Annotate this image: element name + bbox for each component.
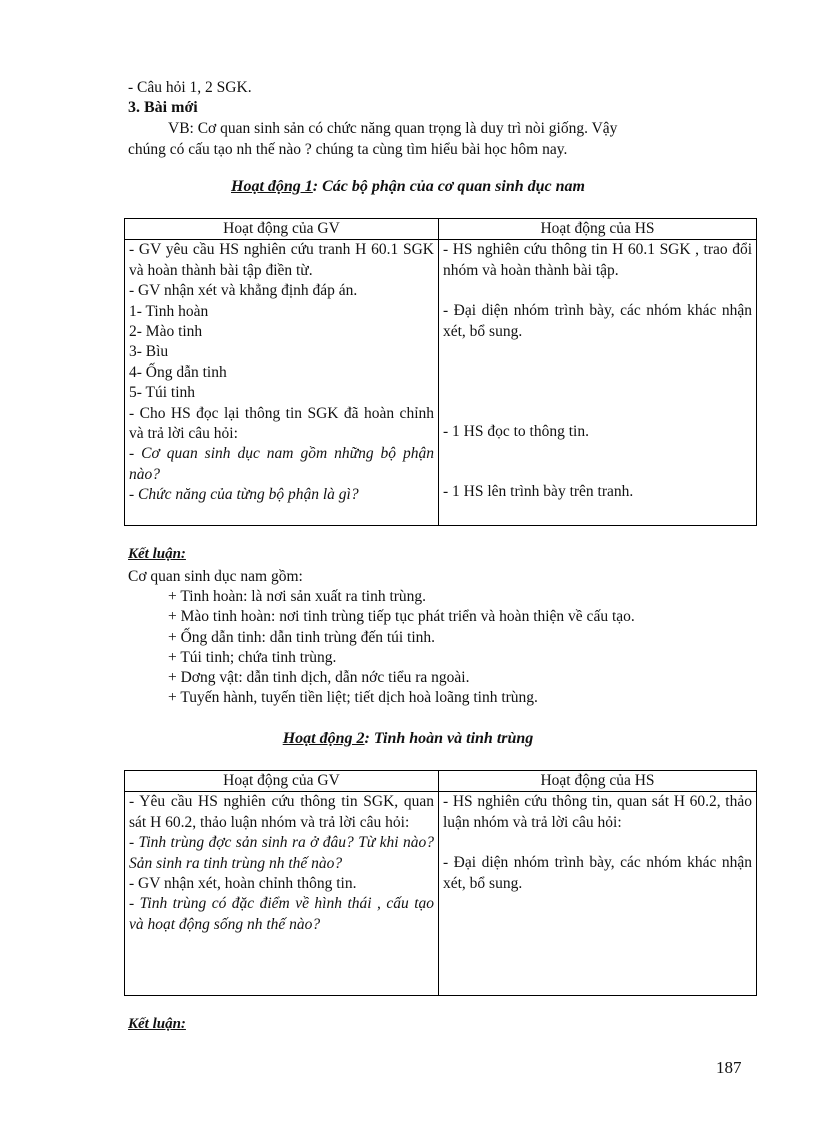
conclusion-point: + Tuyến hành, tuyến tiền liệt; tiết dịch hoà loãng tinh trùng.: [168, 689, 538, 707]
activity1-heading-title: : Các bộ phận của cơ quan sinh dục nam: [312, 178, 585, 195]
activity1-heading-label: Hoạt động 1: [231, 178, 313, 195]
hs-task-1: - HS nghiên cứu thông tin H 60.1 SGK , trao đổi nhóm và hoàn thành bài tập.: [443, 241, 752, 279]
hs-task-4: - 1 HS lên trình bày trên tranh.: [443, 483, 634, 501]
conclusion-point: + Dơng vật: dẫn tinh dịch, dẫn nớc tiểu ra ngoài.: [168, 669, 470, 687]
section-title: 3. Bài mới: [128, 99, 198, 116]
conclusion1-list: [168, 587, 635, 709]
answer-item: 5- Túi tinh: [129, 384, 196, 402]
activity2-table: [124, 770, 757, 996]
page-number: 187: [716, 1058, 742, 1077]
conclusion1-intro: Cơ quan sinh dục nam gồm:: [128, 568, 303, 585]
conclusion-point: + Tinh hoàn: là nơi sản xuất ra tinh trùng.: [168, 588, 427, 605]
gv-task-1: - Yêu cầu HS nghiên cứu thông tin SGK, quan sát H 60.2, thảo luận nhóm và trả lời câu hỏi:: [129, 793, 434, 831]
gv-question-2: - Chức năng của từng bộ phận là gì?: [129, 486, 359, 504]
activity1-heading: [0, 178, 816, 196]
gv-task-3: - Cho HS đọc lại thông tin SGK đã hoàn chỉnh và trả lời câu hỏi:: [129, 404, 434, 443]
activity1-gv-cell: [125, 240, 439, 526]
answer-item: 4- Ống dẫn tinh: [129, 363, 227, 381]
gv-task-2: - GV nhận xét và khẳng định đáp án.: [129, 282, 358, 300]
hs-task-2: - Đại diện nhóm trình bày, các nhóm khác nhận xét, bổ sung.: [443, 302, 752, 340]
activity2-col-hs: Hoạt động của HS: [439, 771, 757, 792]
answer-item: 3- Bìu: [129, 343, 169, 361]
activity2-col-gv: Hoạt động của GV: [125, 771, 439, 792]
intro-paragraph-line1: VB: Cơ quan sinh sản có chức năng quan trọng là duy trì nòi giống. Vậy: [168, 120, 618, 137]
gv-question-1: - Cơ quan sinh dục nam gồm những bộ phận nào?: [129, 445, 434, 483]
hs-task-3: - 1 HS đọc to thông tin.: [443, 423, 589, 441]
conclusion-point: + Túi tinh; chứa tinh trùng.: [168, 648, 337, 666]
conclusion-point: + Mào tinh hoàn: nơi tinh trùng tiếp tục phát triển và hoàn thiện về cấu tạo.: [168, 608, 635, 626]
intro-paragraph-line2: chúng có cấu tạo nh thế nào ? chúng ta cùng tìm hiểu bài học hôm nay.: [128, 141, 568, 158]
activity2-heading: [0, 730, 816, 748]
gv-question-1: - Tinh trùng đợc sản sinh ra ở đâu? Từ khi nào? Sản sinh ra tinh trùng nh thế nào?: [129, 834, 434, 872]
activity2-gv-cell: [125, 792, 439, 996]
activity1-hs-cell: [439, 240, 757, 526]
hs-task-2: - Đại diện nhóm trình bày, các nhóm khác nhận xét, bổ sung.: [443, 854, 752, 892]
gv-task-1: - GV yêu cầu HS nghiên cứu tranh H 60.1 SGK và hoàn thành bài tập điền từ.: [129, 241, 434, 279]
conclusion1-label: Kết luận:: [128, 546, 186, 562]
activity2-heading-title: : Tinh hoàn và tinh trùng: [364, 730, 534, 747]
activity1-col-gv: Hoạt động của GV: [125, 219, 439, 240]
activity1-table: [124, 218, 757, 526]
conclusion2-label: Kết luận:: [128, 1016, 186, 1032]
gv-task-2: - GV nhận xét, hoàn chỉnh thông tin.: [129, 875, 357, 893]
answer-item: 2- Mào tinh: [129, 323, 203, 341]
activity2-hs-cell: [439, 792, 757, 996]
activity2-heading-label: Hoạt động 2: [282, 730, 365, 747]
answer-item: 1- Tinh hoàn: [129, 302, 209, 320]
gv-question-2: - Tinh trùng có đặc điểm về hình thái , cấu tạo và hoạt động sống nh thế nào?: [129, 895, 434, 933]
activity1-col-hs: Hoạt động của HS: [439, 219, 757, 240]
conclusion-point: + Ống dẫn tinh: dẫn tinh trùng đến túi tinh.: [168, 628, 436, 646]
hs-task-1: - HS nghiên cứu thông tin, quan sát H 60.2, thảo luận nhóm và trả lời câu hỏi:: [443, 793, 752, 831]
review-questions: - Câu hỏi 1, 2 SGK.: [128, 79, 252, 96]
